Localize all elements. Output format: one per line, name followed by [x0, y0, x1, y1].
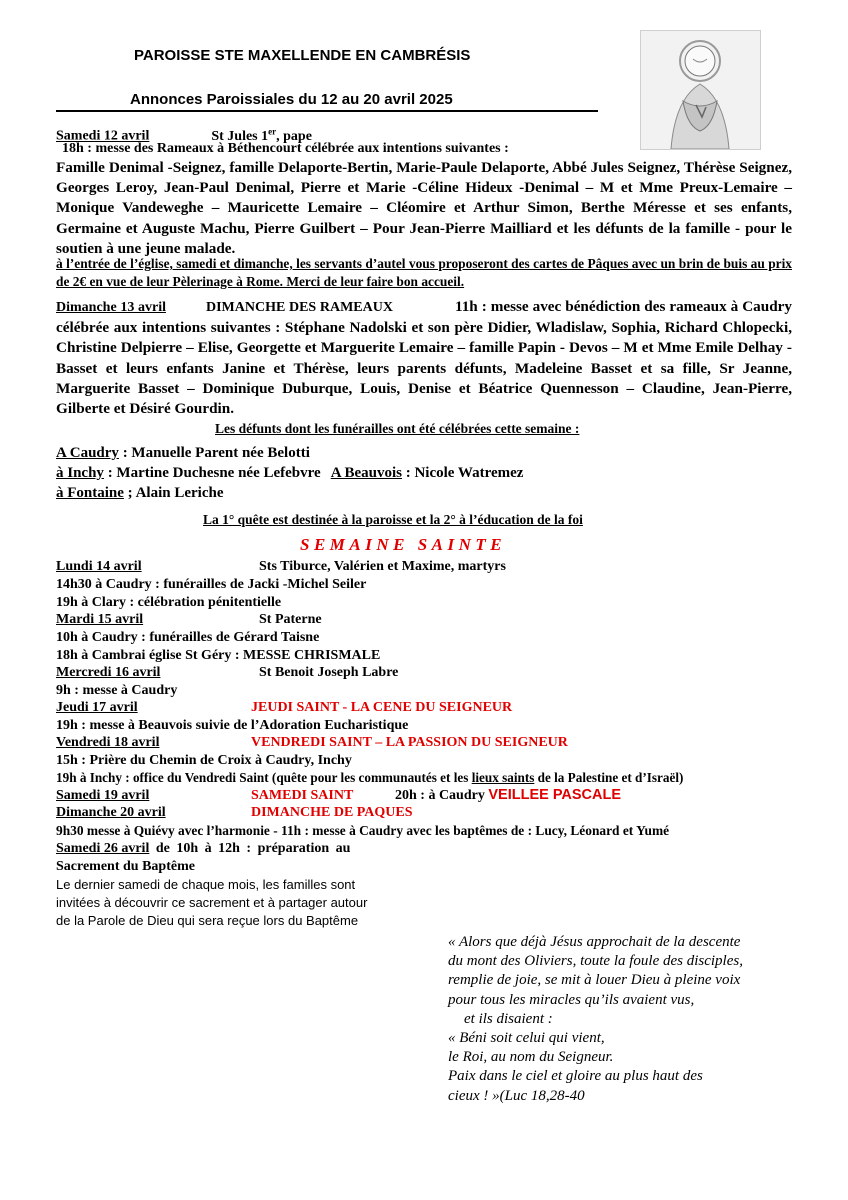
altar-servers-notice: à l’entrée de l’église, samedi et dimanche, les servants d’autel vous proposeront des cartes de Pâques avec un brin de buis au prix de 2€ en vue de leur Pèlerinage à Rome. Merci de leur faire bon accueil.	[56, 256, 792, 289]
praying-saint-icon	[640, 30, 761, 150]
monday-14-line: Lundi 14 avril Sts Tiburce, Valérien et Maxime, martyrs	[56, 559, 506, 574]
saturday-12-intentions: Famille Denimal -Seignez, famille Delaporte-Bertin, Marie-Paule Delaporte, Abbé Jules Seignez, Thérèse Seignez, Georges Leroy, Jean-Paul Denimal, Pierre et Marie -Céline Hideux -Denimal – M et Mme Preux-Lemaire – Monique Vandeweghe – Mauricette Lemaire – Cléomire et Arthur Simon, Berthe Méresse et ses enfants, Germaine et Auguste Machu, Pierre Guilbert – Pour Jean-Pierre Mailliard et les défunts de la famille - pour le soutien à une jeune malade.	[56, 159, 792, 257]
good-friday-office: 19h à Inchy : office du Vendredi Saint (quête pour les communautés et les lieux saints de la Palestine et d’Israël)	[56, 770, 684, 785]
saturday-12-saint: St Jules 1er, pape	[211, 126, 312, 144]
way-of-cross: 15h : Prière du Chemin de Croix à Caudry, Inchy	[56, 753, 352, 768]
announcements-title: Annonces Paroissiales du 12 au 20 avril 2025	[130, 91, 453, 108]
baptism-note-2: invitées à découvrir ce sacrement et à partager autour	[56, 895, 368, 910]
funerals-heading: Les défunts dont les funérailles ont été célébrées cette semaine :	[215, 421, 580, 436]
chrism-mass: 18h à Cambrai église St Géry : MESSE CHRISMALE	[56, 648, 381, 663]
easter-masses: 9h30 messe à Quiévy avec l’harmonie - 11h : messe à Caudry avec les baptêmes de : Lucy, Léonard et Yumé	[56, 823, 670, 838]
gospel-quote: « Alors que déjà Jésus approchait de la descente du mont des Oliviers, toute la foule des disciples, remplie de joie, se mit à louer Dieu à pleine voix pour tous les miracles qu’ils avaient vus, et ils disaient : « Béni soit celui qui vient, le Roi, au nom du Seigneur. Paix dans le ciel et gloire au plus haut des cieux ! »(Luc 18,28-40	[448, 934, 743, 1104]
monday-penitential: 19h à Clary : célébration pénitentielle	[56, 595, 282, 610]
wednesday-mass: 9h : messe à Caudry	[56, 683, 178, 698]
funeral-inchy-beauvois: à Inchy : Martine Duchesne née Lefebvre A Beauvois : Nicole Watremez	[56, 465, 524, 481]
title-underline	[56, 110, 598, 112]
sunday-20-line: Dimanche 20 avril DIMANCHE DE PAQUES	[56, 805, 413, 820]
tuesday-15-line: Mardi 15 avril St Paterne	[56, 612, 322, 627]
thursday-mass: 19h : messe à Beauvois suivie de l’Adoration Eucharistique	[56, 718, 409, 733]
parish-title: PAROISSE STE MAXELLENDE EN CAMBRÉSIS	[134, 47, 471, 64]
saturday-19-line: Samedi 19 avril SAMEDI SAINT 20h : à Caudry VEILLEE PASCALE	[56, 787, 622, 803]
thursday-17-line: Jeudi 17 avril JEUDI SAINT - LA CENE DU SEIGNEUR	[56, 700, 513, 715]
baptism-preparation: Sacrement du Baptême	[56, 859, 195, 874]
sunday-13-date: Dimanche 13 avril	[56, 300, 166, 315]
funeral-caudry: A Caudry : Manuelle Parent née Belotti	[56, 445, 310, 461]
wednesday-16-line: Mercredi 16 avril St Benoit Joseph Labre	[56, 665, 399, 680]
baptism-note-3: de la Parole de Dieu qui sera reçue lors du Baptême	[56, 913, 359, 928]
baptism-note-1: Le dernier samedi de chaque mois, les familles sont	[56, 877, 356, 892]
saturday-12-date: Samedi 12 avril	[56, 128, 150, 144]
funeral-fontaine: à Fontaine ; Alain Leriche	[56, 485, 224, 501]
friday-18-line: Vendredi 18 avril VENDREDI SAINT – LA PASSION DU SEIGNEUR	[56, 735, 568, 750]
sunday-13-title: DIMANCHE DES RAMEAUX	[205, 300, 393, 315]
sunday-13-intentions: 11h : messe avec bénédiction des rameaux à Caudry célébrée aux intentions suivantes : Stéphane Nadolski et son père Didier, Wladislaw, Sophia, Richard Chlopecki, Christine Delpierre – Elise, Georgette et Marguerite Lemaire – famille Papin - Devos – M et Mme Emile Delhay -Basset et leurs enfants Janine et Thérèse, leurs parents défunts, Madeleine Basset et sa fille, Sr Jeanne, Marguerite Basset – Dominique Duburque, Louis, Denise et Béatrice Quennesson – Claudine, Jean-Pierre, Gilberte et Désiré Gourdin.	[56, 298, 792, 418]
monday-funeral: 14h30 à Caudry : funérailles de Jacki -Michel Seiler	[56, 577, 367, 592]
rameaux-mass-bethencourt: 18h : messe des Rameaux à Béthencourt célébrée aux intentions suivantes :	[62, 141, 509, 156]
collection-notice: La 1° quête est destinée à la paroisse et la 2° à l’éducation de la foi	[203, 512, 583, 527]
sunday-13-block	[56, 297, 792, 419]
saturday-26-line: Samedi 26 avril de 10h à 12h : préparation au	[56, 841, 351, 856]
holy-week-title: SEMAINE SAINTE	[300, 535, 507, 554]
tuesday-funeral: 10h à Caudry : funérailles de Gérard Taisne	[56, 630, 320, 645]
